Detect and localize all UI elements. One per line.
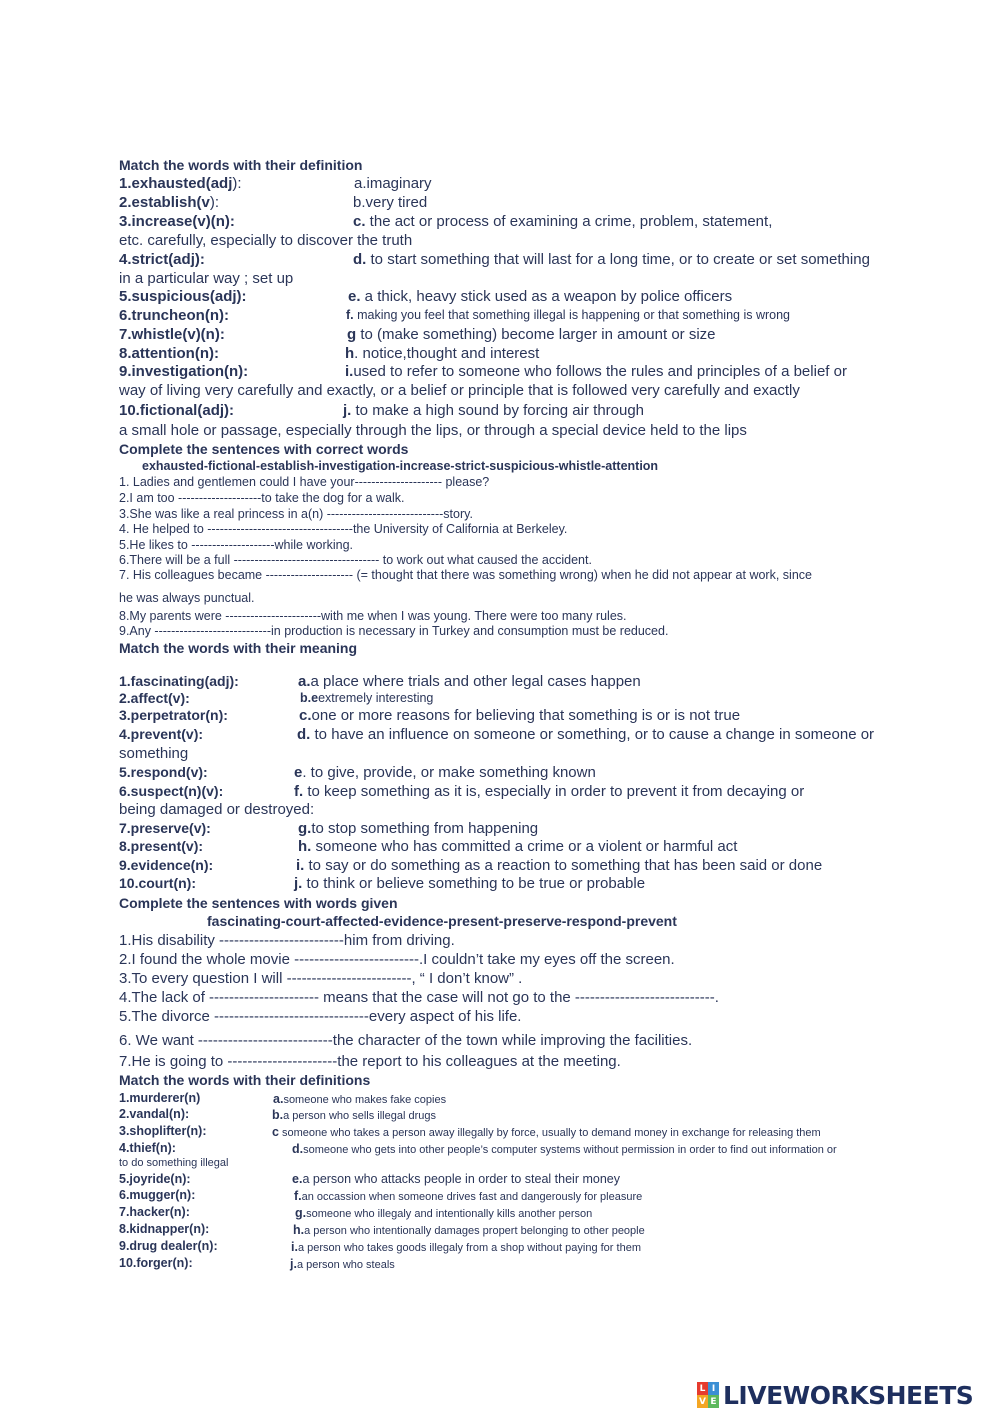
definition: i.a person who takes goods illegaly from a shop without paying for them (291, 1240, 641, 1254)
match-row (119, 673, 641, 690)
definition: g to (make something) become larger in amount or size (347, 326, 716, 343)
section2-title: Complete the sentences with correct words (119, 441, 409, 457)
match-row (119, 1107, 436, 1122)
definition-continuation: something (119, 745, 189, 762)
word: 10.fictional(adj): (119, 402, 235, 419)
word: 7.hacker(n): (119, 1205, 190, 1219)
definition: g.someone who illegaly and intentionally kills another person (295, 1206, 593, 1220)
definition-continuation: etc. carefully, especially to discover the truth (119, 232, 413, 249)
definition-continuation: being damaged or destroyed: (119, 801, 315, 818)
sentence: 1.His disability -------------------------him from driving. (119, 932, 455, 949)
word: 10.forger(n): (119, 1256, 193, 1270)
definition: f. to keep something as it is, especially in order to prevent it from decaying or (294, 783, 805, 800)
word: 4.thief(n): (119, 1141, 176, 1155)
match-row (119, 857, 823, 874)
definition-continuation: way of living very carefully and exactly, or a belief or principle that is followed very carefully and exactly (119, 382, 800, 399)
definition: e.a person who attacks people in order to steal their money (292, 1172, 620, 1186)
match-row (119, 1256, 395, 1271)
match-row (119, 820, 539, 837)
definition: g.to stop something from happening (298, 820, 539, 837)
definition: f.an occassion when someone drives fast and dangerously for pleasure (294, 1189, 643, 1203)
definition: c. the act or process of examining a crime, problem, statement, (353, 213, 773, 230)
definition: c someone who takes a person away illegally by force, usually to demand money in exchange for releasing them (272, 1125, 821, 1139)
definition: b.eextremely interesting (300, 691, 434, 705)
word: 1.exhausted(adj (119, 175, 233, 192)
word-bank: exhausted-fictional-establish-investigation-increase-strict-suspicious-whistle-attention (142, 459, 659, 473)
definition: a.imaginary (354, 175, 432, 192)
word: 9.evidence(n): (119, 857, 214, 873)
sentence: 7. His colleagues became --------------------- (= thought that there was something wrong) when he did not appear at work, since (119, 568, 812, 582)
logo-badge-icon: L I V E (697, 1382, 719, 1408)
match-row: 1.exhausted(adj): a.imaginary (119, 175, 432, 192)
definition: h.a person who intentionally damages propert belonging to other people (293, 1223, 645, 1237)
match-row (119, 764, 596, 781)
word: 9.investigation(n): (119, 363, 249, 380)
definition: d. to start something that will last for a long time, or to create or set something (353, 251, 870, 268)
match-row (119, 213, 773, 230)
sentence: 4. He helped to -----------------------------------the University of California at Berkeley. (119, 522, 568, 536)
word: 3.shoplifter(n): (119, 1124, 207, 1138)
word: 2.affect(v): (119, 690, 190, 706)
word: 5.joyride(n): (119, 1172, 191, 1186)
match-row (119, 726, 875, 743)
match-row (119, 1239, 641, 1254)
match-row (119, 707, 741, 724)
definition-continuation: a small hole or passage, especially through the lips, or through a special device held to the lips (119, 422, 747, 439)
match-row (119, 307, 791, 324)
match-row (119, 363, 847, 380)
word: 7.preserve(v): (119, 820, 211, 836)
definition: d. to have an influence on someone or something, or to cause a change in someone or (297, 726, 875, 743)
match-row (119, 288, 733, 305)
sentence: 6. We want ---------------------------the character of the town while improving the facilities. (119, 1032, 693, 1049)
sentence: 7.He is going to ----------------------the report to his colleagues at the meeting. (119, 1053, 621, 1070)
match-row (119, 1091, 447, 1106)
definition: j.a person who steals (290, 1257, 395, 1271)
definition: j. to think or believe something to be true or probable (294, 875, 646, 892)
word: 2.vandal(n): (119, 1107, 190, 1121)
match-row (119, 838, 738, 855)
definition: i. to say or do something as a reaction to something that has been said or done (296, 857, 823, 874)
sentence: 5.The divorce -------------------------------every aspect of his life. (119, 1008, 522, 1025)
word: 7.whistle(v)(n): (119, 326, 225, 343)
definition: h. someone who has committed a crime or a violent or harmful act (298, 838, 738, 855)
word: 6.suspect(n)(v): (119, 783, 224, 799)
definition: c.one or more reasons for believing that something is or is not true (299, 707, 741, 724)
definition: b.very tired (353, 194, 428, 211)
sentence: 3.She was like a real princess in a(n) ----------------------------story. (119, 507, 473, 521)
sentence: 9.Any ----------------------------in production is necessary in Turkey and consumption must be reduced. (119, 624, 669, 638)
definition: i.used to refer to someone who follows the rules and principles of a belief or (345, 363, 847, 380)
match-row (119, 251, 870, 268)
match-row (119, 402, 645, 419)
definition: a.a place where trials and other legal cases happen (298, 673, 641, 690)
match-row (119, 690, 434, 706)
section5-title: Match the words with their definitions (119, 1072, 371, 1088)
sentence: 2.I found the whole movie -------------------------.I couldn’t take my eyes off the screen. (119, 951, 675, 968)
logo-text: LIVEWORKSHEETS (723, 1380, 974, 1410)
match-row (119, 1188, 643, 1203)
word: 5.respond(v): (119, 764, 208, 780)
word: 3.perpetrator(n): (119, 707, 228, 723)
match-row (119, 1205, 593, 1220)
section3-title: Match the words with their meaning (119, 640, 358, 656)
match-row (119, 1172, 620, 1186)
sentence: 4.The lack of ---------------------- means that the case will not go to the ----------------------------. (119, 989, 719, 1006)
sentence: 8.My parents were -----------------------with me when I was young. There were too many rules. (119, 609, 627, 623)
match-row (119, 345, 540, 362)
match-row (119, 1222, 645, 1237)
word-bank: fascinating-court-affected-evidence-present-preserve-respond-prevent (207, 913, 677, 929)
section4-title: Complete the sentences with words given (119, 895, 398, 911)
word: 2.establish(v (119, 194, 210, 211)
sentence: 3.To every question I will -------------------------, “ I don’t know” . (119, 970, 523, 987)
definition-continuation: in a particular way ; set up (119, 270, 294, 287)
match-row: 2.establish(v): b.very tired (119, 194, 428, 211)
word: 8.attention(n): (119, 345, 219, 362)
word: 4.strict(adj): (119, 251, 205, 268)
definition: j. to make a high sound by forcing air through (343, 402, 645, 419)
word: 8.kidnapper(n): (119, 1222, 210, 1236)
word: 6.truncheon(n): (119, 307, 229, 324)
sentence: 6.There will be a full ----------------------------------- to work out what caused the accident. (119, 553, 592, 567)
word: 3.increase(v)(n): (119, 213, 235, 230)
word: 1.fascinating(adj): (119, 673, 239, 689)
word: 9.drug dealer(n): (119, 1239, 218, 1253)
sentence-continuation: he was always punctual. (119, 591, 255, 605)
match-row (119, 1124, 821, 1139)
definition: f. making you feel that something illegal is happening or that something is wrong (346, 308, 791, 322)
definition: h. notice,thought and interest (345, 345, 540, 362)
match-row (119, 1141, 837, 1156)
definition: a.someone who makes fake copies (273, 1092, 447, 1106)
match-row (119, 783, 805, 800)
sentence: 5.He likes to --------------------while working. (119, 538, 354, 552)
definition: e. a thick, heavy stick used as a weapon by police officers (348, 288, 733, 305)
definition: d.someone who gets into other people’s computer systems without permission in order to find out information or (292, 1142, 837, 1156)
word: 5.suspicious(adj): (119, 288, 247, 305)
match-row (119, 326, 716, 343)
word: 8.present(v): (119, 838, 204, 854)
match-row (119, 875, 646, 892)
word: 4.prevent(v): (119, 726, 204, 742)
definition: b.a person who sells illegal drugs (272, 1108, 436, 1122)
word: 10.court(n): (119, 875, 196, 891)
definition-continuation: to do something illegal (119, 1157, 229, 1169)
section1-title: Match the words with their definition (119, 157, 363, 173)
word: 1.murderer(n) (119, 1091, 201, 1105)
sentence: 2.I am too --------------------to take the dog for a walk. (119, 491, 405, 505)
liveworksheets-logo[interactable] (697, 1380, 973, 1410)
sentence: 1. Ladies and gentlemen could I have your--------------------- please? (119, 475, 490, 489)
word: 6.mugger(n): (119, 1188, 196, 1202)
definition: e. to give, provide, or make something known (294, 764, 596, 781)
